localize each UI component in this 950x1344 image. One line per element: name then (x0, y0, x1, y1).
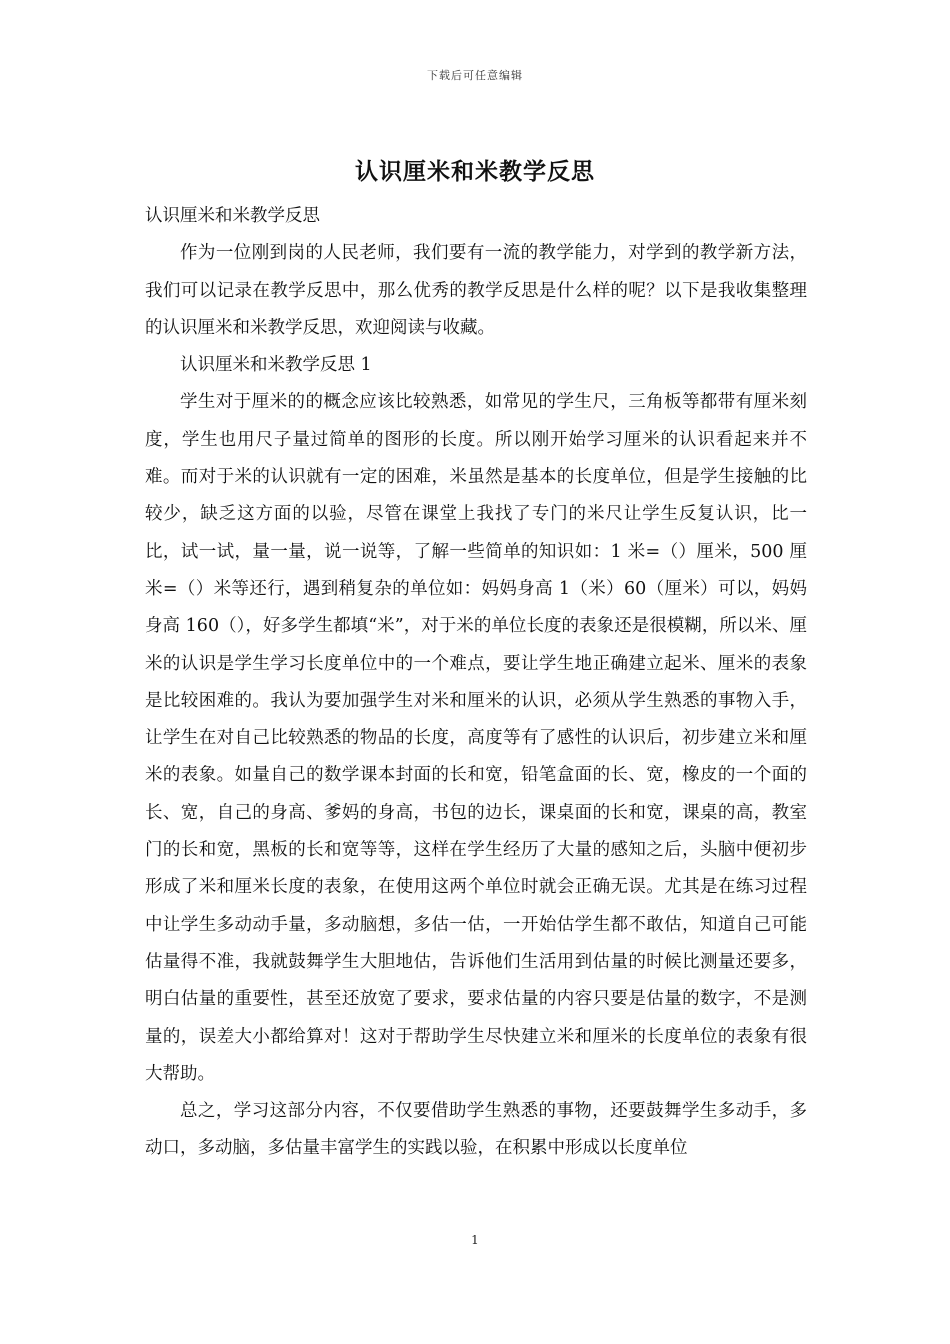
section-heading: 认识厘米和米教学反思 1 (180, 355, 372, 376)
subtitle-paragraph: 认识厘米和米教学反思 (145, 206, 320, 226)
page-number: 1 (471, 1233, 479, 1247)
intro-paragraph: 作为一位刚到岗的人民老师，我们要有一流的教学能力，对学到的教学新方法，我们可以记录在教学反思中，那么优秀的教学反思是什么样的呢？以下是我收集整理的认识厘米和米教学反思，欢迎阅读与收藏。 (145, 243, 807, 338)
body-paragraph: 学生对于厘米的的概念应该比较熟悉，如常见的学生尺，三角板等都带有厘米刻度，学生也用尺子量过简单的图形的长度。所以刚开始学习厘米的认识看起来并不难。而对于米的认识就有一定的困难，米虽然是基本的长度单位，但是学生接触的比较少，缺乏这方面的以验，尽管在课堂上我找了专门的米尺让学生反复认识，比一比，试一试，量一量，说一说等，了解一些简单的知识如：1 米=（）厘米，500 厘米=（）米等还行，遇到稍复杂的单位如：妈妈身高 1（米）60（厘米）可以，妈妈身高 160（），好多学生都填“米”，对于米的单位长度的表象还是很模糊，所以米、厘米的认识是学生学习长度单位中的一个难点，要让学生地正确建立起米、厘米的表象是比较困难的。我认为要加强学生对米和厘米的认识，必须从学生熟悉的事物入手，让学生在对自己比较熟悉的物品的长度，高度等有了感性的认识后，初步建立米和厘米的表象。如量自己的数学课本封面的长和宽，铅笔盒面的长、宽，橡皮的一个面的长、宽，自己的身高、爹妈的身高，书包的边长，课桌面的长和宽，课桌的高，教室门的长和宽，黑板的长和宽等等，这样在学生经历了大量的感知之后，头脑中便初步形成了米和厘米长度的表象，在使用这两个单位时就会正确无误。尤其是在练习过程中让学生多动动手量，多动脑想，多估一估，一开始估学生都不敢估，知道自己可能估量得不准，我就鼓舞学生大胆地估，告诉他们生活用到估量的时候比测量还要多，明白估量的重要性，甚至还放宽了要求，要求估量的内容只要是估量的数字，不是测量的，误差大小都给算对！这对于帮助学生尽快建立米和厘米的长度单位的表象有很大帮助。 (145, 392, 807, 1084)
body-paragraph: 总之，学习这部分内容，不仅要借助学生熟悉的事物，还要鼓舞学生多动手，多动口，多动脑，多估量丰富学生的实践以验，在积累中形成以长度单位 (145, 1101, 807, 1159)
document-title: 认识厘米和米教学反思 (355, 158, 595, 185)
document-body (145, 198, 807, 1168)
header-note: 下载后可任意编辑 (427, 69, 523, 82)
